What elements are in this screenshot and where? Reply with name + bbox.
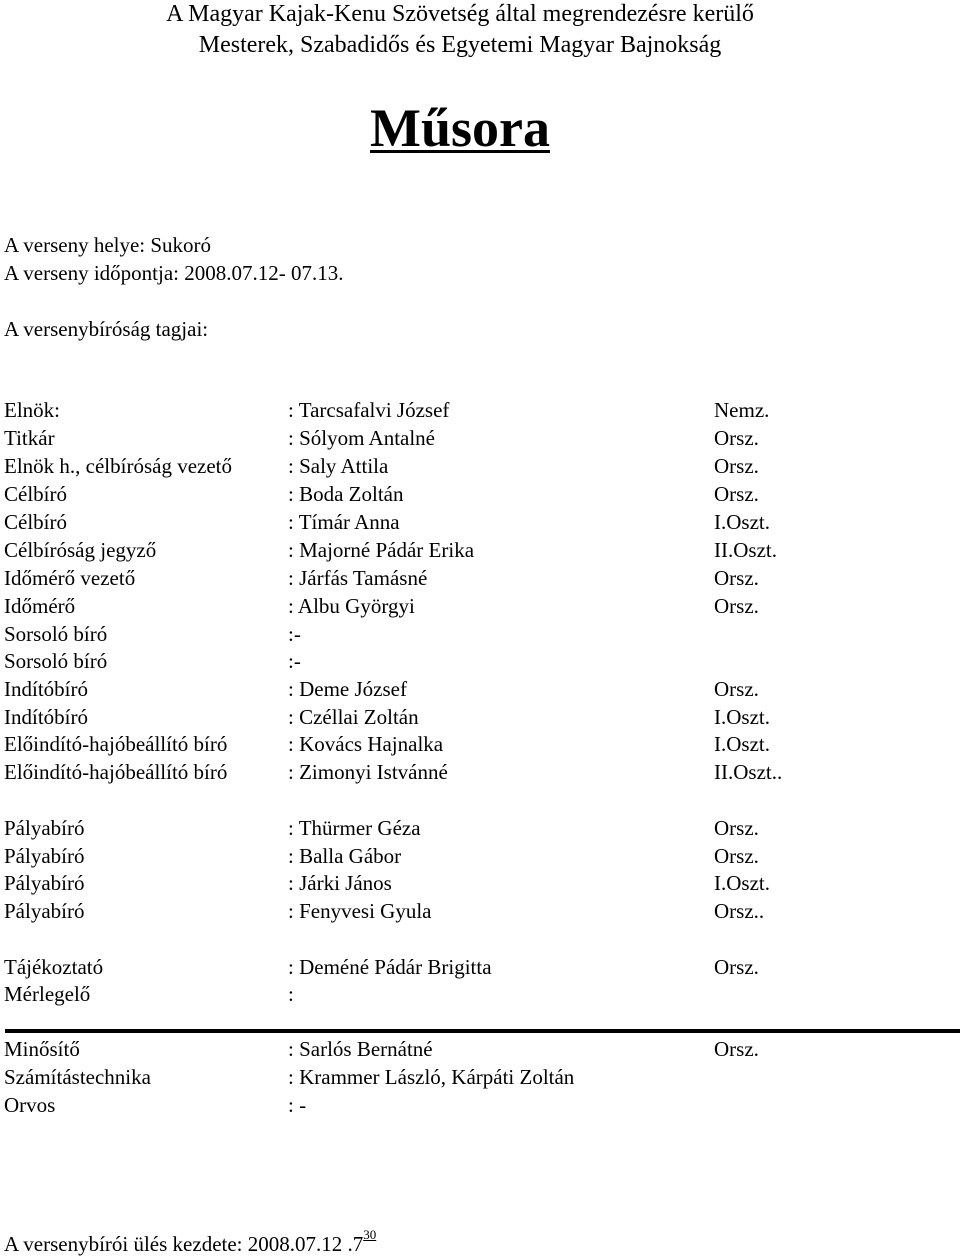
official-name: : Deméné Pádár Brigitta (288, 955, 492, 979)
divider (5, 1029, 960, 1033)
official-qualification: Orsz. (714, 482, 759, 506)
official-role: Tájékoztató (4, 955, 104, 979)
official-role: Számítástechnika (4, 1065, 151, 1089)
official-name: : Tímár Anna (288, 510, 400, 534)
official-row (0, 870, 960, 896)
official-role: Célbíró (4, 510, 67, 534)
official-qualification: II.Oszt.. (714, 760, 783, 784)
official-qualification: Orsz. (714, 955, 759, 979)
official-role: Pályabíró (4, 871, 85, 895)
official-role: Minősítő (4, 1037, 80, 1061)
official-row (0, 759, 960, 785)
official-role: Időmérő (4, 594, 76, 618)
official-role: Időmérő vezető (4, 566, 136, 590)
official-role: Pályabíró (4, 844, 85, 868)
official-name: : - (288, 1093, 307, 1117)
official-row (0, 731, 960, 757)
official-role: Pályabíró (4, 816, 85, 840)
official-name: : (288, 982, 294, 1006)
official-role: Előindító-hajóbeállító bíró (4, 732, 228, 756)
official-name: : Tarcsafalvi József (288, 398, 450, 422)
official-name: : Zimonyi Istvánné (288, 760, 448, 784)
official-qualification: Orsz. (714, 426, 759, 450)
official-qualification: Orsz. (714, 816, 759, 840)
official-name: : Járki János (288, 871, 392, 895)
official-qualification: Nemz. (714, 398, 770, 422)
official-role: Előindító-hajóbeállító bíró (4, 760, 228, 784)
header-line-2: Mesterek, Szabadidős és Egyetemi Magyar Bajnokság (198, 32, 722, 58)
official-row (0, 621, 960, 647)
date-line: A verseny időpontja: 2008.07.12- 07.13. (4, 261, 344, 285)
location-line: A verseny helye: Sukoró (4, 233, 212, 257)
official-qualification: Orsz. (714, 1037, 759, 1061)
official-role: Elnök: (4, 398, 60, 422)
official-row (0, 981, 960, 1007)
meeting-start-minutes: 30 (363, 1227, 377, 1242)
official-role: Indítóbíró (4, 677, 88, 701)
official-qualification: Orsz. (714, 677, 759, 701)
official-role: Elnök h., célbíróság vezető (4, 454, 233, 478)
official-name: : Sarlós Bernátné (288, 1037, 433, 1061)
official-role: Indítóbíró (4, 705, 88, 729)
official-row (0, 843, 960, 869)
official-role: Célbíróság jegyző (4, 538, 157, 562)
page-title (0, 92, 920, 164)
official-row (0, 481, 960, 507)
official-qualification: Orsz. (714, 566, 759, 590)
official-name: : Saly Attila (288, 454, 389, 478)
official-qualification: Orsz. (714, 454, 759, 478)
official-row (0, 704, 960, 730)
official-name: :- (288, 649, 301, 673)
official-name: : Kovács Hajnalka (288, 732, 444, 756)
page-title-text: Műsora (370, 98, 550, 158)
official-role: Pályabíró (4, 899, 85, 923)
official-role: Titkár (4, 426, 55, 450)
official-role: Sorsoló bíró (4, 649, 108, 673)
official-row (0, 676, 960, 702)
official-role: Sorsoló bíró (4, 622, 108, 646)
official-row (0, 453, 960, 479)
official-qualification: II.Oszt. (714, 538, 777, 562)
official-name: :- (288, 622, 301, 646)
official-row (0, 593, 960, 619)
official-qualification: I.Oszt. (714, 510, 770, 534)
official-row (0, 815, 960, 841)
official-row (0, 397, 960, 423)
official-name: : Majorné Pádár Erika (288, 538, 475, 562)
official-row (0, 425, 960, 451)
official-name: : Fenyvesi Gyula (288, 899, 432, 923)
official-name: : Albu Györgyi (288, 594, 415, 618)
official-row (0, 898, 960, 924)
official-qualification: Orsz. (714, 844, 759, 868)
official-name: : Sólyom Antalné (288, 426, 435, 450)
official-role: Mérlegelő (4, 982, 91, 1006)
official-qualification: I.Oszt. (714, 705, 770, 729)
official-row (0, 537, 960, 563)
official-name: : Krammer László, Kárpáti Zoltán (288, 1065, 575, 1089)
official-qualification: Orsz. (714, 594, 759, 618)
official-role: Orvos (4, 1093, 56, 1117)
official-row (0, 1036, 960, 1062)
official-name: : Thürmer Géza (288, 816, 421, 840)
official-row (0, 1092, 960, 1118)
official-name: : Járfás Tamásné (288, 566, 428, 590)
official-name: : Boda Zoltán (288, 482, 404, 506)
header-line-1: A Magyar Kajak-Kenu Szövetség által megrendezésre kerülő (166, 1, 754, 27)
official-qualification: I.Oszt. (714, 732, 770, 756)
official-qualification: Orsz.. (714, 899, 765, 923)
official-row (0, 1064, 960, 1090)
official-row (0, 954, 960, 980)
official-row (0, 509, 960, 535)
official-qualification: I.Oszt. (714, 871, 770, 895)
meeting-start-text: A versenybírói ülés kezdete: 2008.07.12 .7 (4, 1232, 364, 1256)
official-row (0, 565, 960, 591)
official-name: : Czéllai Zoltán (288, 705, 419, 729)
official-name: : Deme József (288, 677, 407, 701)
official-name: : Balla Gábor (288, 844, 402, 868)
official-role: Célbíró (4, 482, 67, 506)
jury-heading: A versenybíróság tagjai: (4, 317, 209, 341)
meeting-start-line (4, 1227, 377, 1257)
official-row (0, 648, 960, 674)
